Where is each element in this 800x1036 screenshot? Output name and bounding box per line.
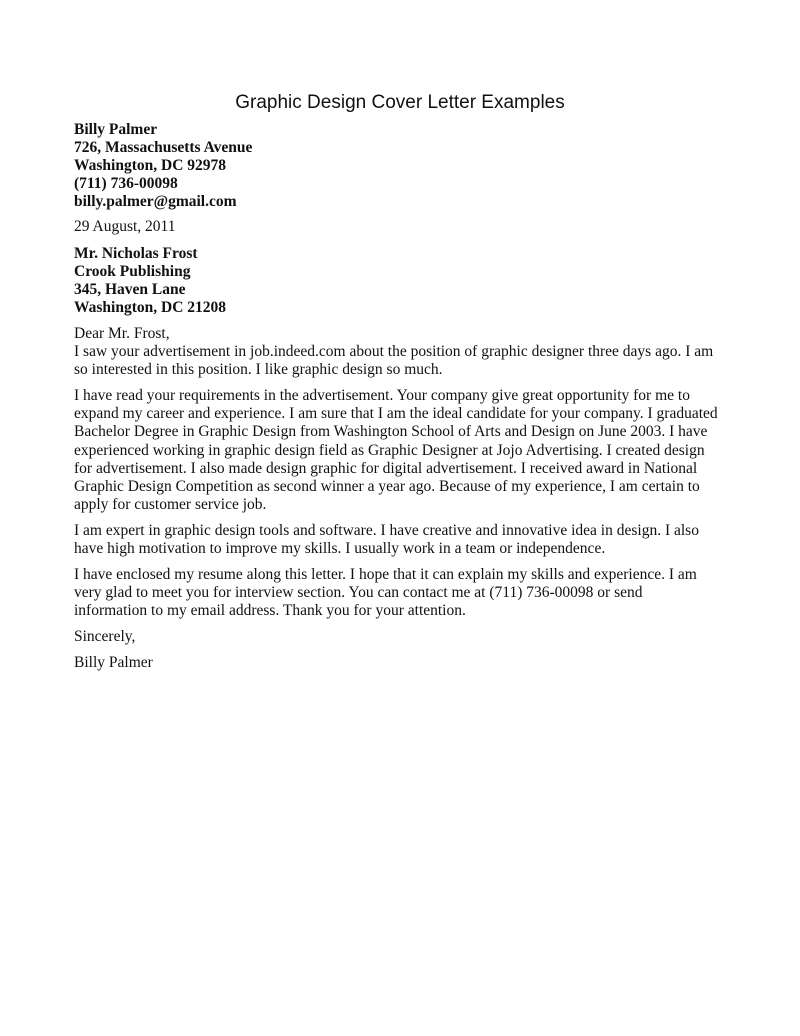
paragraph-3-line: I am expert in graphic design tools and software. I have creative and innovative idea in design. I also: [74, 521, 699, 539]
letter-body: [74, 121, 734, 673]
document-title: Graphic Design Cover Letter Examples: [235, 92, 565, 113]
paragraph-3: [74, 522, 734, 558]
paragraph-1-line: so interested in this position. I like graphic design so much.: [74, 361, 443, 379]
letter-date-block: [74, 218, 734, 236]
paragraph-2-line: expand my career and experience. I am sure that I am the ideal candidate for your company. I graduated: [74, 405, 718, 423]
paragraph-2-line: apply for customer service job.: [74, 495, 267, 513]
salutation: Dear Mr. Frost,: [74, 324, 170, 342]
paragraph-4-line: I have enclosed my resume along this letter. I hope that it can explain my skills and experience. I am: [74, 566, 697, 584]
paragraph-2-line: Bachelor Degree in Graphic Design from Washington School of Arts and Design on June 2003. I have: [74, 423, 708, 441]
recipient-name: Mr. Nicholas Frost: [74, 244, 198, 262]
sender-city: Washington, DC 92978: [74, 157, 227, 175]
signature-block: [74, 654, 734, 672]
sender-name: Billy Palmer: [74, 121, 158, 138]
recipient-address: [74, 245, 734, 317]
closing: Sincerely,: [74, 628, 136, 646]
sender-address: [74, 121, 734, 211]
salutation-block: [74, 325, 734, 379]
paragraph-2-line: experienced working in graphic design field as Graphic Designer at Jojo Advertising. I created design: [74, 441, 705, 459]
paragraph-2-line: I have read your requirements in the advertisement. Your company give great opportunity for me to: [74, 387, 690, 405]
sender-phone: (711) 736-00098: [74, 175, 178, 193]
paragraph-2-line: for advertisement. I also made design graphic for digital advertisement. I received award in National: [74, 459, 698, 477]
recipient-street: 345, Haven Lane: [74, 280, 186, 298]
recipient-city: Washington, DC 21208: [74, 298, 227, 316]
paragraph-4-line: very glad to meet you for interview section. You can contact me at (711) 736-00098 or send: [74, 584, 643, 602]
letter-date: 29 August, 2011: [74, 218, 176, 236]
closing-block: [74, 628, 734, 646]
paragraph-4-line: information to my email address. Thank you for your attention.: [74, 602, 466, 620]
paragraph-2-line: Graphic Design Competition as second winner a year ago. Because of my experience, I am certain to: [74, 477, 700, 495]
sender-email: billy.palmer@gmail.com: [74, 193, 237, 211]
sender-street: 726, Massachusetts Avenue: [74, 139, 253, 157]
paragraph-3-line: have high motivation to improve my skills. I usually work in a team or independence.: [74, 539, 606, 557]
recipient-company: Crook Publishing: [74, 262, 191, 280]
paragraph-1-line: I saw your advertisement in job.indeed.com about the position of graphic designer three days ago. I am: [74, 343, 714, 361]
paragraph-2: [74, 387, 734, 514]
paragraph-4: [74, 566, 734, 620]
signature: Billy Palmer: [74, 654, 153, 672]
